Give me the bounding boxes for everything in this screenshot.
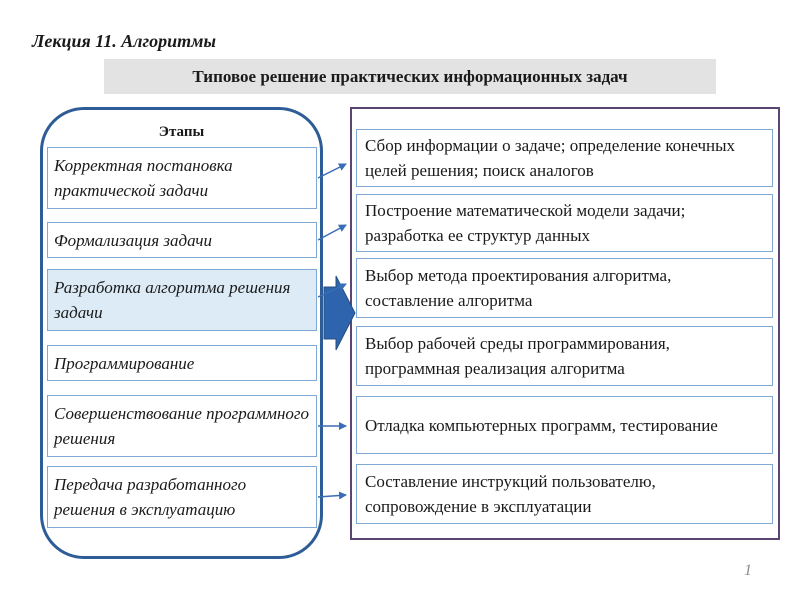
page-number: 1 — [744, 562, 752, 579]
stage-label: Передача разработанного решения в эксплуатацию — [54, 475, 247, 519]
task-label: Составление инструкций пользователю, сопровождение в эксплуатации — [365, 472, 656, 516]
task-label: Сбор информации о задаче; определение конечных целей решения; поиск аналогов — [365, 136, 736, 180]
stage-label: Совершенствование программного решения — [54, 404, 310, 448]
task-label: Построение математической модели задачи; разработка ее структур данных — [365, 201, 686, 245]
stage-label: Разработка алгоритма решения задачи — [54, 278, 291, 322]
stage-label: Программирование — [54, 353, 195, 373]
connector-arrow — [318, 495, 346, 497]
lecture-title: Лекция 11. Алгоритмы — [32, 31, 216, 51]
stage-label: Формализация задачи — [54, 230, 212, 250]
connector-arrow — [318, 225, 346, 240]
task-label: Отладка компьютерных программ, тестирование — [365, 415, 718, 435]
stage-label: Корректная постановка практической задачи — [54, 156, 233, 200]
task-label: Выбор рабочей среды программирования, программная реализация алгоритма — [365, 334, 670, 378]
connector-arrow — [318, 164, 346, 178]
main-title: Типовое решение практических информационных задач — [192, 66, 628, 86]
stages-header: Этапы — [158, 124, 205, 140]
task-label: Выбор метода проектирования алгоритма, составление алгоритма — [365, 266, 672, 310]
